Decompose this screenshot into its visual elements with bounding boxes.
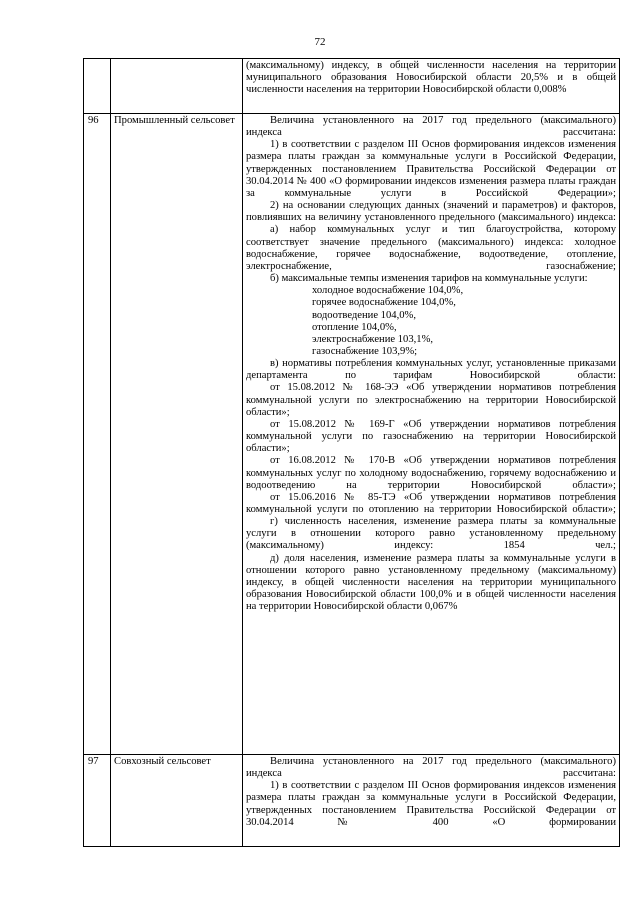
row-number xyxy=(84,59,111,114)
municipality-name: Промышленный сельсовет xyxy=(111,114,243,755)
indices-table xyxy=(83,58,620,847)
tariff-list xyxy=(246,285,616,358)
description-cell xyxy=(243,755,620,847)
table-row xyxy=(84,114,620,755)
paragraph: от 16.08.2012 № 170-В «Об утверждении нормативов потребления коммунальных услуг по холодному водоснабжению, горячему водоснабжению и водоотведению на территории Новосибирской области»; xyxy=(246,455,616,491)
row-number: 97 xyxy=(84,755,111,847)
paragraph: в) нормативы потребления коммунальных услуг, установленные приказами департамента по тарифам Новосибирской области: xyxy=(246,358,616,382)
tariff-item: холодное водоснабжение 104,0%, xyxy=(312,285,464,297)
tariff-item: отопление 104,0%, xyxy=(312,321,397,333)
paragraph: 1) в соответствии с разделом III Основ формирования индексов изменения размера платы граждан за коммунальные услуги в Российской Федерации, утвержденных постановлением Правительства Российской Федерации от 30.04.2014 № 400 «О формировании xyxy=(246,780,616,828)
paragraph: от 15.08.2012 № 168-ЭЭ «Об утверждении нормативов потребления коммунальной услуги по электроснабжению на территории Новосибирской области»; xyxy=(246,382,616,418)
paragraph: 2) на основании следующих данных (значений и параметров) и факторов, повлиявших на величину установленного предельного (максимального) индекса: xyxy=(246,200,616,224)
paragraph: д) доля населения, изменение размера платы за коммунальные услуги в отношении которого равно установленному предельному (максимальному) индексу, в общей численности населения на территории муниципального образования Новосибирской области 100,0% и в общей численности населения на территории Новосибирской области 0,067% xyxy=(246,552,616,613)
tariff-item: электроснабжение 103,1%, xyxy=(312,333,434,345)
paragraph: г) численность населения, изменение размера платы за коммунальные услуги в отношении которого равно установленному предельному (максимальному) индексу: 1854 чел.; xyxy=(246,516,616,552)
tariff-item: горячее водоснабжение 104,0%, xyxy=(312,297,456,309)
page-number: 72 xyxy=(314,36,326,48)
tariff-item: водоотведение 104,0%, xyxy=(312,309,416,321)
description-cell xyxy=(243,59,620,114)
table-row xyxy=(84,59,620,114)
paragraph: (максимальному) индексу, в общей численности населения на территории муниципального образования Новосибирской области 20,5% и в общей численности населения на территории Новосибирской области 0,008% xyxy=(246,60,616,96)
row-number: 96 xyxy=(84,114,111,755)
municipality-name: Совхозный сельсовет xyxy=(111,755,243,847)
paragraph: б) максимальные темпы изменения тарифов на коммунальные услуги: xyxy=(270,273,588,285)
paragraph: а) набор коммунальных услуг и тип благоустройства, которому соответствует значение предельного (максимального) индекса: холодное водоснабжение, горячее водоснабжение, водоотведение, отопление, электроснабжение, газоснабжение; xyxy=(246,224,616,272)
municipality-name xyxy=(111,59,243,114)
paragraph: Величина установленного на 2017 год предельного (максимального) индекса рассчитана: xyxy=(246,756,616,780)
description-cell xyxy=(243,114,620,755)
paragraph: от 15.08.2012 № 169-Г «Об утверждении нормативов потребления коммунальной услуги по газоснабжению на территории Новосибирской области»; xyxy=(246,418,616,455)
paragraph: 1) в соответствии с разделом III Основ формирования индексов изменения размера платы граждан за коммунальные услуги в Российской Федерации, утвержденных постановлением Правительства Российской Федерации от 30.04.2014 № 400 «О формировании индексов изменения размера платы граждан за коммунальные услуги в Российской Федерации»; xyxy=(246,139,616,199)
paragraph: от 15.06.2016 № 85-ТЭ «Об утверждении нормативов потребления коммунальной услуги по отоплению на территории Новосибирской области»; xyxy=(246,491,616,515)
table-row xyxy=(84,755,620,847)
tariff-item: газоснабжение 103,9%; xyxy=(312,345,418,357)
paragraph: Величина установленного на 2017 год предельного (максимального) индекса рассчитана: xyxy=(246,115,616,139)
